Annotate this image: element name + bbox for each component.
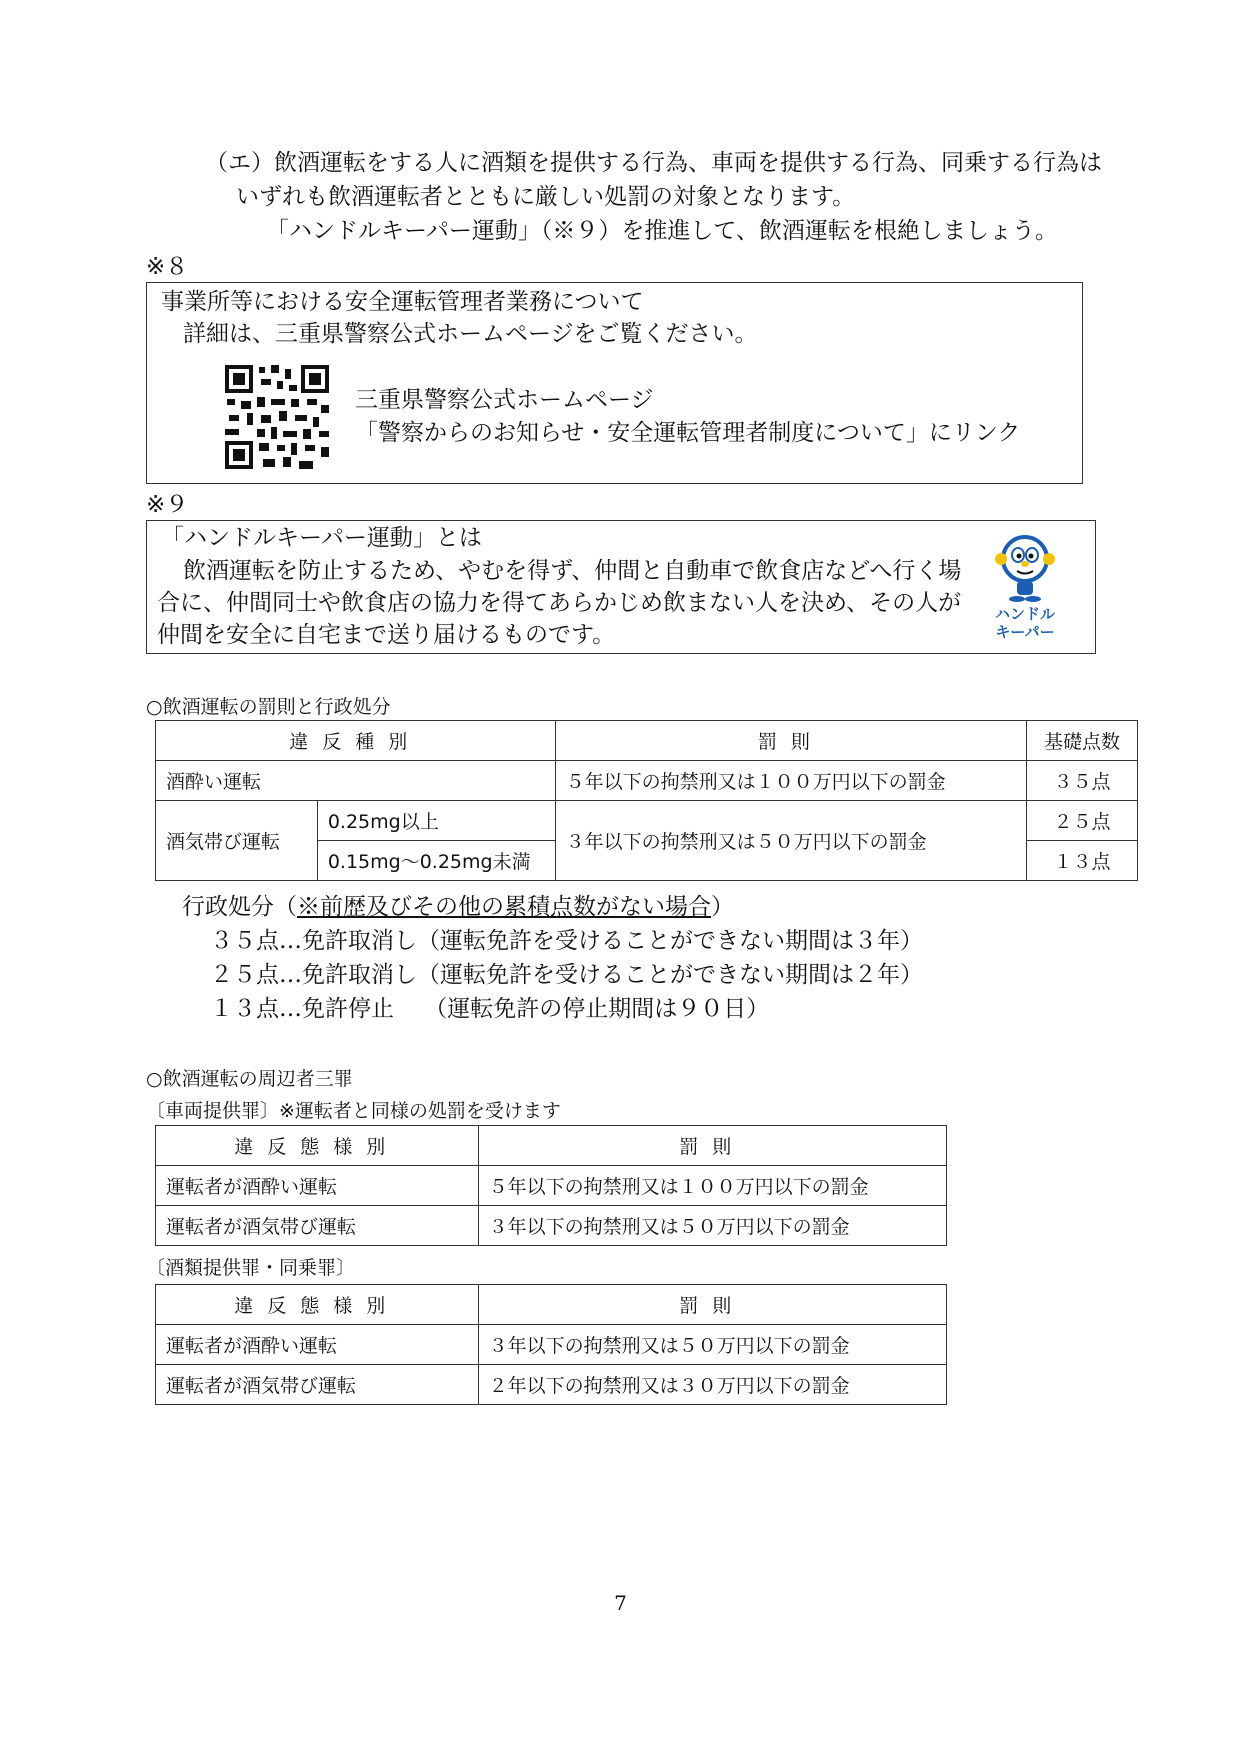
note9-title: 「ハンドルキーパー運動」とは [161, 525, 482, 551]
drunk-driving-label: 酒酔い運転 [156, 761, 556, 801]
table-header-row [156, 1126, 947, 1166]
table-header-row [156, 1285, 947, 1325]
penalty-heading: ○飲酒運転の罰則と行政処分 [146, 696, 391, 718]
drunk-driving-penalty: ５年以下の拘禁刑又は１００万円以下の罰金 [555, 761, 1026, 801]
intro-line-1: （エ）飲酒運転をする人に酒類を提供する行為、車両を提供する行為、同乗する行為は [205, 150, 1102, 176]
admin-close: ） [711, 894, 734, 920]
admin-item-1: ３５点…免許取消し（運転免許を受けることができない期間は３年） [210, 928, 923, 954]
note8-link-line-1[interactable]: 三重県警察公式ホームページ [355, 387, 654, 413]
admin-label-line [182, 892, 734, 922]
header-violation-type: 違反種別 [156, 721, 556, 761]
qr-code-icon[interactable] [225, 365, 329, 469]
table-row [156, 1206, 947, 1246]
header-penalty: 罰則 [555, 721, 1026, 761]
header-penalty: 罰則 [478, 1126, 946, 1166]
alcohol-sub-2: 0.15mg～0.25mg未満 [317, 841, 555, 881]
admin-note: ※前歴及びその他の累積点数がない場合 [297, 894, 711, 920]
header-base-points: 基礎点数 [1027, 721, 1138, 761]
liquor-row-2-penalty: ２年以下の拘禁刑又は３０万円以下の罰金 [478, 1365, 946, 1405]
note9-body-1: 飲酒運転を防止するため、やむを得ず、仲間と自動車で飲食店などへ行く場 [183, 558, 962, 584]
header-violation-mode: 違反態様別 [156, 1126, 479, 1166]
alcohol-points-2: １３点 [1027, 841, 1138, 881]
vehicle-row-2-case: 運転者が酒気帯び運転 [156, 1206, 479, 1246]
handle-keeper-logo-text [967, 605, 1083, 641]
surrounding-heading: ○飲酒運転の周辺者三罪 [146, 1068, 353, 1090]
admin-label: 行政処分（ [182, 894, 297, 920]
note8-box [146, 282, 1083, 484]
intro-line-2: いずれも飲酒運転者とともに厳しい処罰の対象となります。 [236, 184, 856, 210]
note9-marker: ※９ [146, 492, 189, 518]
liquor-provision-table [155, 1284, 947, 1405]
alcohol-points-1: ２５点 [1027, 801, 1138, 841]
header-violation-mode: 違反態様別 [156, 1285, 479, 1325]
note9-body-2: 合に、仲間同士や飲食店の協力を得てあらかじめ飲まない人を決め、その人が [157, 590, 962, 616]
alcohol-influence-penalty: ３年以下の拘禁刑又は５０万円以下の罰金 [555, 801, 1026, 881]
note9-body-3: 仲間を安全に自宅まで送り届けるものです。 [157, 622, 616, 648]
alcohol-influence-label: 酒気帯び運転 [156, 801, 318, 881]
table-row [156, 1365, 947, 1405]
note8-title: 事業所等における安全運転管理者業務について [161, 289, 644, 315]
note9-box [146, 520, 1096, 654]
note8-detail: 詳細は、三重県警察公式ホームページをご覧ください。 [183, 321, 758, 347]
admin-item-3: １３点…免許停止 （運転免許の停止期間は９０日） [210, 996, 770, 1022]
header-penalty: 罰則 [478, 1285, 946, 1325]
liquor-row-2-case: 運転者が酒気帯び運転 [156, 1365, 479, 1405]
liquor-row-1-penalty: ３年以下の拘禁刑又は５０万円以下の罰金 [478, 1325, 946, 1365]
page-number: 7 [614, 1591, 627, 1615]
penalty-table [155, 720, 1138, 881]
handle-keeper-mascot-icon [985, 533, 1065, 603]
table-row [156, 1166, 947, 1206]
table-row [156, 1325, 947, 1365]
vehicle-provision-table [155, 1125, 947, 1246]
vehicle-row-1-case: 運転者が酒酔い運転 [156, 1166, 479, 1206]
liquor-row-1-case: 運転者が酒酔い運転 [156, 1325, 479, 1365]
note8-marker: ※８ [146, 254, 189, 280]
vehicle-row-1-penalty: ５年以下の拘禁刑又は１００万円以下の罰金 [478, 1166, 946, 1206]
table-row [156, 801, 1138, 841]
alcohol-sub-1: 0.25mg以上 [317, 801, 555, 841]
logo-text-line-2: キーパー [995, 623, 1055, 641]
liquor-caption: 〔酒類提供罪・同乗罪〕 [146, 1257, 356, 1279]
logo-text-line-1: ハンドル [994, 605, 1055, 623]
vehicle-row-2-penalty: ３年以下の拘禁刑又は５０万円以下の罰金 [478, 1206, 946, 1246]
admin-item-2: ２５点…免許取消し（運転免許を受けることができない期間は２年） [210, 962, 923, 988]
table-header-row [156, 721, 1138, 761]
note8-link-line-2[interactable]: 「警察からのお知らせ・安全運転管理者制度について」にリンク [355, 420, 1021, 446]
drunk-driving-points: ３５点 [1027, 761, 1138, 801]
intro-line-3: 「ハンドルキーパー運動」（※９）を推進して、飲酒運転を根絶しましょう。 [266, 218, 1058, 244]
vehicle-caption: 〔車両提供罪〕※運転者と同様の処罰を受けます [146, 1100, 561, 1122]
table-row [156, 761, 1138, 801]
